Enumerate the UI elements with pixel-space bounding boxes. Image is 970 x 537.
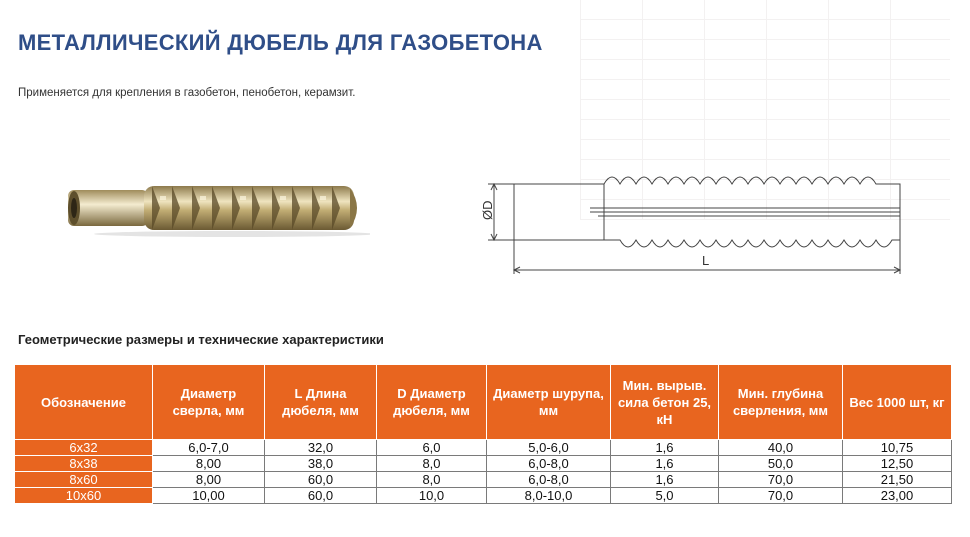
col-header-drill-diameter: Диаметр сверла, мм	[153, 365, 265, 440]
cell-weight: 21,50	[843, 472, 952, 488]
cell-drill-depth: 70,0	[719, 472, 843, 488]
cell-length: 60,0	[265, 488, 377, 504]
table-row	[15, 456, 952, 472]
cell-length: 60,0	[265, 472, 377, 488]
cell-designation: 6x32	[15, 440, 153, 456]
metal-dowel-photo	[64, 176, 370, 238]
cell-drill-diameter: 10,00	[153, 488, 265, 504]
cell-designation: 10x60	[15, 488, 153, 504]
cell-length: 38,0	[265, 456, 377, 472]
page-subtitle: Применяется для крепления в газобетон, пенобетон, керамзит.	[18, 87, 356, 99]
table-heading: Геометрические размеры и технические характеристики	[18, 332, 384, 347]
cell-drill-diameter: 8,00	[153, 472, 265, 488]
specs-table	[14, 364, 952, 504]
cell-weight: 23,00	[843, 488, 952, 504]
cell-drill-diameter: 6,0-7,0	[153, 440, 265, 456]
cell-length: 32,0	[265, 440, 377, 456]
col-header-dowel-diameter: D Диаметр дюбеля, мм	[377, 365, 487, 440]
d-dimension-label: ØD	[480, 200, 495, 220]
col-header-drill-depth: Мин. глубина сверления, мм	[719, 365, 843, 440]
col-header-pullout-force: Мин. вырыв. сила бетон 25, кН	[611, 365, 719, 440]
cell-weight: 10,75	[843, 440, 952, 456]
col-header-designation: Обозначение	[15, 365, 153, 440]
page-title: МЕТАЛЛИЧЕСКИЙ ДЮБЕЛЬ ДЛЯ ГАЗОБЕТОНА	[18, 30, 543, 55]
cell-pullout-force: 1,6	[611, 440, 719, 456]
table-header-row	[15, 365, 952, 440]
col-header-weight: Вес 1000 шт, кг	[843, 365, 952, 440]
dowel-technical-drawing	[480, 170, 910, 280]
col-header-screw-diameter: Диаметр шурупа, мм	[487, 365, 611, 440]
table-row	[15, 440, 952, 456]
cell-screw-diameter: 8,0-10,0	[487, 488, 611, 504]
cell-pullout-force: 1,6	[611, 472, 719, 488]
cell-drill-diameter: 8,00	[153, 456, 265, 472]
col-header-length: L Длина дюбеля, мм	[265, 365, 377, 440]
cell-weight: 12,50	[843, 456, 952, 472]
l-dimension-label: L	[702, 253, 710, 268]
cell-screw-diameter: 5,0-6,0	[487, 440, 611, 456]
cell-dowel-diameter: 6,0	[377, 440, 487, 456]
cell-drill-depth: 50,0	[719, 456, 843, 472]
cell-designation: 8x60	[15, 472, 153, 488]
cell-dowel-diameter: 10,0	[377, 488, 487, 504]
cell-screw-diameter: 6,0-8,0	[487, 456, 611, 472]
table-row	[15, 472, 952, 488]
cell-dowel-diameter: 8,0	[377, 456, 487, 472]
cell-drill-depth: 70,0	[719, 488, 843, 504]
cell-designation: 8x38	[15, 456, 153, 472]
cell-drill-depth: 40,0	[719, 440, 843, 456]
cell-pullout-force: 1,6	[611, 456, 719, 472]
cell-dowel-diameter: 8,0	[377, 472, 487, 488]
table-row	[15, 488, 952, 504]
cell-screw-diameter: 6,0-8,0	[487, 472, 611, 488]
cell-pullout-force: 5,0	[611, 488, 719, 504]
